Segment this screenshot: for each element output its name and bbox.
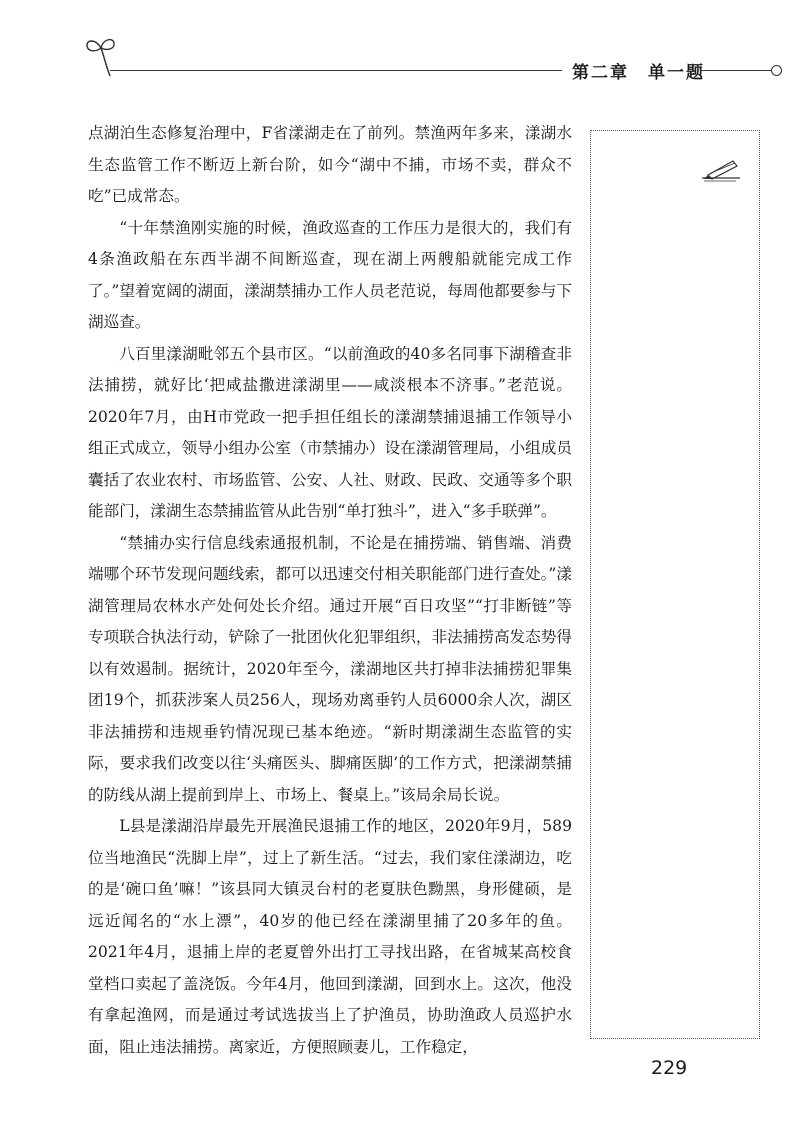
header-end-dot <box>771 65 782 76</box>
pencil-icon <box>698 158 744 182</box>
sprout-icon <box>84 34 118 78</box>
paragraph: L县是漾湖沿岸最先开展渔民退捕工作的地区，2020年9月，589位当地渔民“洗脚上岸”，过上了新生活。“过去，我们家住漾湖边，吃的是‘碗口鱼’嘛！”该县同大镇灵台村的老夏肤色黝黑，身形健硕，是远近闻名的“水上漂”，40岁的他已经在漾湖里捕了20多年的鱼。2021年4月，退捕上岸的老夏曾外出打工寻找出路，在省城某高校食堂档口卖起了盖浇饭。今年4月，他回到漾湖，回到水上。这次，他没有拿起渔网，而是通过考试选拔当上了护渔员，协助渔政人员巡护水面，阻止违法捕捞。离家近，方便照顾妻儿，工作稳定， <box>88 817 572 1056</box>
paragraph: “十年禁渔刚实施的时候，渔政巡查的工作压力是很大的，我们有4条渔政船在东西半湖不间断巡查，现在湖上两艘船就能完成工作了。”望着宽阔的湖面，漾湖禁捕办工作人员老范说，每周他都要参与下湖巡查。 <box>88 218 572 331</box>
paragraph: 点湖泊生态修复治理中，F省漾湖走在了前列。禁渔两年多来，漾湖水生态监管工作不断迈上新台阶，如今“湖中不捕，市场不卖，群众不吃”已成常态。 <box>88 124 572 205</box>
paragraph: “禁捕办实行信息线索通报机制，不论是在捕捞端、销售端、消费端哪个环节发现问题线索，都可以迅速交付相关职能部门进行查处。”漾湖管理局农林水产处何处长介绍。通过开展“百日攻坚”“打非断链”等专项联合执法行动，铲除了一批团伙化犯罪组织，非法捕捞高发态势得以有效遏制。据统计，2020年至今，漾湖地区共打掉非法捕捞犯罪集团19个，抓获涉案人员256人，现场劝离垂钓人员6000余人次，湖区非法捕捞和违规垂钓情况现已基本绝迹。“新时期漾湖生态监管的实际，要求我们改变以往‘头痛医头、脚痛医脚’的工作方式，把漾湖禁捕的防线从湖上提前到岸上、市场上、餐桌上。”该局余局长说。 <box>88 533 572 804</box>
header-rule-left <box>110 70 562 71</box>
article-body <box>88 118 572 1063</box>
header-rule-right <box>700 70 776 71</box>
margin-notes-box <box>590 130 760 1039</box>
page-number: 229 <box>651 1057 688 1079</box>
paragraph: 八百里漾湖毗邻五个县市区。“以前渔政的40多名同事下湖稽查非法捕捞，就好比‘把咸盐撒进漾湖里——咸淡根本不济事。”老范说。2020年7月，由H市党政一把手担任组长的漾湖禁捕退捕工作领导小组正式成立，领导小组办公室（市禁捕办）设在漾湖管理局，小组成员囊括了农业农村、市场监管、公安、人社、财政、民政、交通等多个职能部门，漾湖生态禁捕监管从此告别“单打独斗”，进入“多手联弹”。 <box>88 344 572 520</box>
chapter-title: 第二章 单一题 <box>572 63 705 83</box>
